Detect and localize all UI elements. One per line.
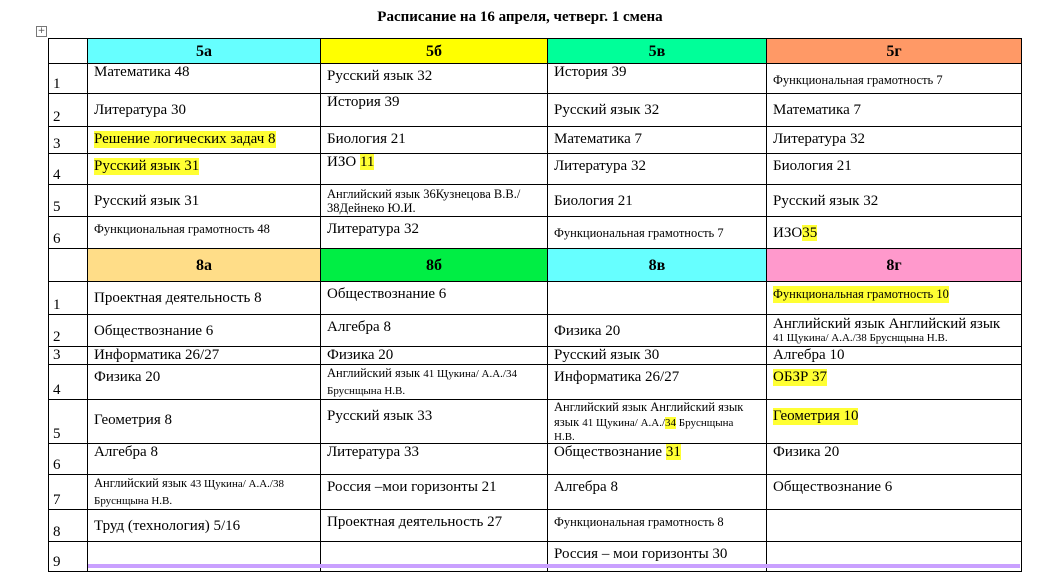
page-title: Расписание на 16 апреля, четверг. 1 смена: [377, 9, 663, 25]
table-row: [49, 64, 1022, 94]
lesson-cell: Биология 21: [321, 127, 548, 154]
lesson-cell: Обществознание 6: [321, 282, 548, 315]
table-row: [49, 510, 1022, 542]
lesson-cell: Английский язык 43 Щукина/ А.А./38 Бруснщына Н.В.: [88, 475, 321, 510]
class-header-5g: 5г: [767, 39, 1022, 64]
lesson-number: 6: [49, 217, 88, 249]
lesson-number: 6: [49, 444, 88, 475]
header-row-5: [49, 39, 1022, 64]
table-row: [49, 475, 1022, 510]
class-header-5b: 5б: [321, 39, 548, 64]
table-row: [49, 400, 1022, 444]
corner-cell: [49, 39, 88, 64]
table-row: [49, 365, 1022, 400]
lesson-number: 4: [49, 154, 88, 185]
next-header-row-strip: [88, 564, 1020, 568]
lesson-cell: Обществознание 31: [548, 444, 767, 475]
table-move-handle-icon[interactable]: +: [37, 26, 46, 36]
lesson-cell: Математика 48: [88, 64, 321, 94]
table-row: [49, 217, 1022, 249]
lesson-cell: Физика 20: [548, 315, 767, 347]
lesson-number: 5: [49, 185, 88, 217]
lesson-cell: История 39: [548, 64, 767, 94]
table-row: [49, 315, 1022, 347]
lesson-cell: Английский язык Английский язык 41 Щукина/ А.А./38 Бруснщына Н.В.: [767, 315, 1022, 347]
lesson-cell: Обществознание 6: [88, 315, 321, 347]
lesson-number: 1: [49, 282, 88, 315]
lesson-cell: Функциональная грамотность 7: [767, 64, 1022, 94]
lesson-cell: Функциональная грамотность 10: [767, 282, 1022, 315]
lesson-cell: Алгебра 8: [548, 475, 767, 510]
lesson-cell: Литература 32: [548, 154, 767, 185]
lesson-cell: Россия –мои горизонты 21: [321, 475, 548, 510]
table-row: [49, 154, 1022, 185]
lesson-cell: Русский язык 32: [321, 64, 548, 94]
lesson-cell: Решение логических задач 8: [88, 127, 321, 154]
class-header-8g: 8г: [767, 249, 1022, 282]
lesson-cell: Английский язык Английский язык язык 41 Щукина/ А.А./34 Бруснщына Н.В.: [548, 400, 767, 444]
lesson-cell: ИЗО 11: [321, 154, 548, 185]
lesson-cell: Обществознание 6: [767, 475, 1022, 510]
lesson-cell: Информатика 26/27: [548, 365, 767, 400]
lesson-number: 3: [49, 347, 88, 365]
lesson-number: 8: [49, 510, 88, 542]
lesson-cell: Функциональная грамотность 48: [88, 217, 321, 249]
lesson-number: 7: [49, 475, 88, 510]
lesson-cell: Русский язык 33: [321, 400, 548, 444]
schedule-table: [48, 38, 1022, 572]
lesson-cell: Алгебра 10: [767, 347, 1022, 365]
lesson-cell: Литература 33: [321, 444, 548, 475]
lesson-cell: Физика 20: [88, 365, 321, 400]
lesson-cell: Физика 20: [767, 444, 1022, 475]
class-header-8v: 8в: [548, 249, 767, 282]
lesson-cell: Русский язык 30: [548, 347, 767, 365]
table-row: [49, 185, 1022, 217]
lesson-cell: Геометрия 10: [767, 400, 1022, 444]
lesson-cell: [767, 510, 1022, 542]
lesson-cell: Русский язык 32: [548, 94, 767, 127]
lesson-cell: Функциональная грамотность 7: [548, 217, 767, 249]
lesson-cell: Математика 7: [548, 127, 767, 154]
lesson-cell: Информатика 26/27: [88, 347, 321, 365]
lesson-cell: Геометрия 8: [88, 400, 321, 444]
class-header-5a: 5а: [88, 39, 321, 64]
lesson-cell: Биология 21: [548, 185, 767, 217]
lesson-cell: Функциональная грамотность 8: [548, 510, 767, 542]
table-row: [49, 282, 1022, 315]
table-row: [49, 347, 1022, 365]
lesson-cell: Математика 7: [767, 94, 1022, 127]
lesson-number: 2: [49, 315, 88, 347]
lesson-cell: Литература 32: [321, 217, 548, 249]
lesson-number: 5: [49, 400, 88, 444]
lesson-cell: Английский язык 41 Щукина/ А.А./34 Бруснщына Н.В.: [321, 365, 548, 400]
class-header-5v: 5в: [548, 39, 767, 64]
lesson-cell: Проектная деятельность 27: [321, 510, 548, 542]
lesson-number: 3: [49, 127, 88, 154]
lesson-cell: Проектная деятельность 8: [88, 282, 321, 315]
corner-cell: [49, 249, 88, 282]
lesson-cell: Россия – мои горизонты 30: [548, 542, 767, 572]
table-row: [49, 444, 1022, 475]
table-row: [49, 127, 1022, 154]
lesson-cell: ОБЗР 37: [767, 365, 1022, 400]
lesson-cell: Литература 30: [88, 94, 321, 127]
header-row-8: [49, 249, 1022, 282]
class-header-8b: 8б: [321, 249, 548, 282]
lesson-cell: Литература 32: [767, 127, 1022, 154]
lesson-cell: Русский язык 31: [88, 185, 321, 217]
lesson-cell: История 39: [321, 94, 548, 127]
class-header-8a: 8а: [88, 249, 321, 282]
lesson-cell: Алгебра 8: [88, 444, 321, 475]
lesson-number: 1: [49, 64, 88, 94]
lesson-cell: Английский язык 36Кузнецова В.В./ 38Дейнеко Ю.И.: [321, 185, 548, 217]
table-row: [49, 94, 1022, 127]
lesson-number: 2: [49, 94, 88, 127]
lesson-cell: Биология 21: [767, 154, 1022, 185]
lesson-cell: ИЗО35: [767, 217, 1022, 249]
lesson-cell: Физика 20: [321, 347, 548, 365]
lesson-cell: Труд (технология) 5/16: [88, 510, 321, 542]
lesson-cell: Русский язык 31: [88, 154, 321, 185]
lesson-number: 9: [49, 542, 88, 572]
lesson-cell: Алгебра 8: [321, 315, 548, 347]
lesson-number: 4: [49, 365, 88, 400]
lesson-cell: [548, 282, 767, 315]
lesson-cell: Русский язык 32: [767, 185, 1022, 217]
